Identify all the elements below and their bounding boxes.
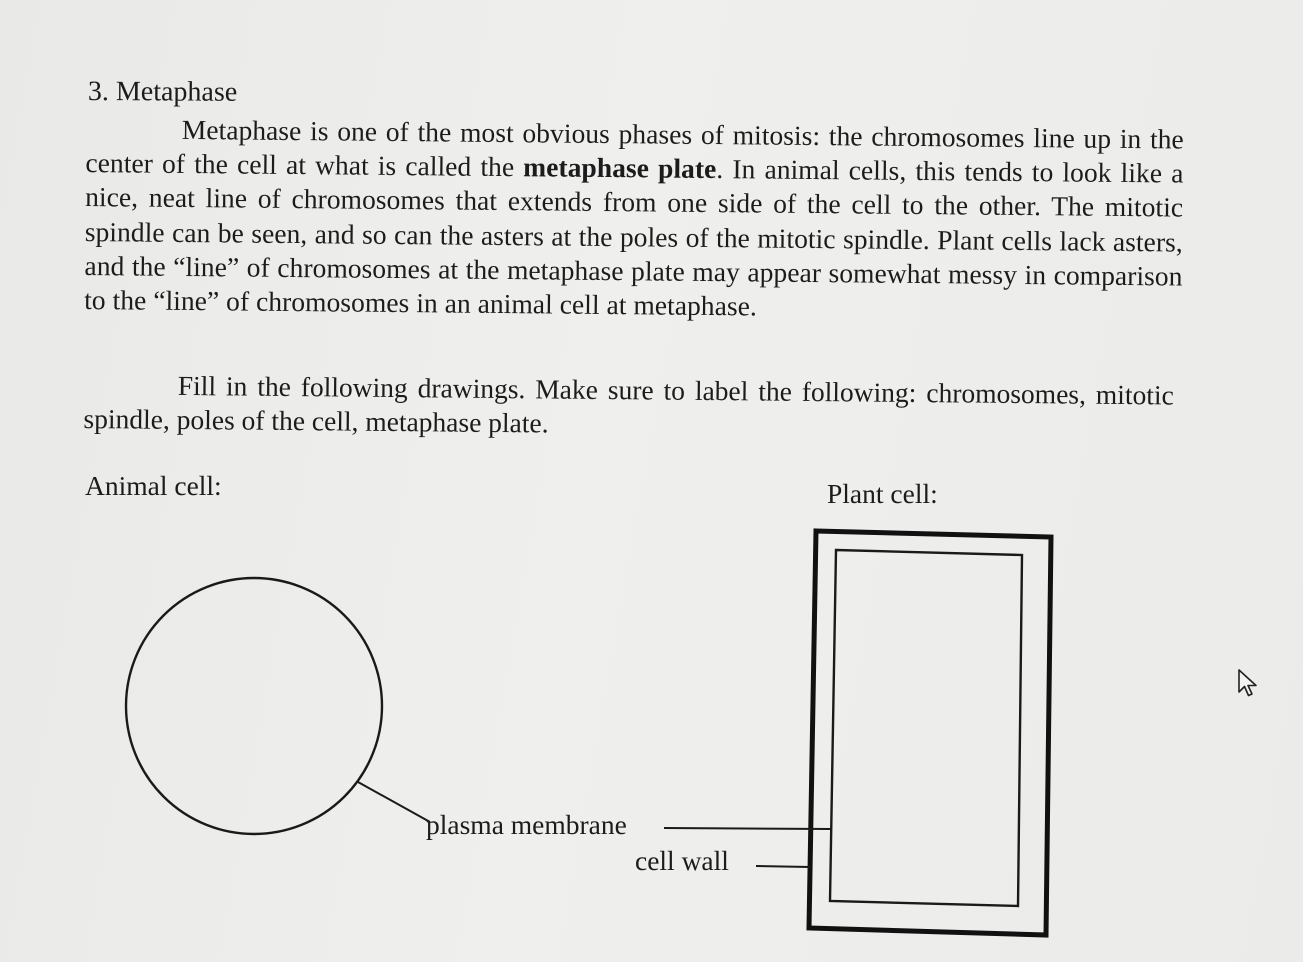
drawing-instructions: [83, 368, 1174, 447]
plasma-membrane-label: plasma membrane: [426, 809, 627, 840]
animal-cell-label: Animal cell:: [85, 470, 222, 501]
plant-cell-wall-outline[interactable]: [809, 531, 1051, 935]
cell-wall-pointer-line: [756, 866, 810, 867]
plant-cell-label: Plant cell:: [827, 478, 938, 509]
plasma-membrane-pointer-line: [664, 828, 831, 829]
plasma-membrane-leader-line: [358, 782, 430, 822]
description-part-2: . In animal cells, this tends to look like a nice, neat line of chromosomes that extends from one side of the cell to the other. The mitotic spindle can be seen, and so can the asters at the poles of the mitotic spindle. Plant cells lack asters, and the “line” of chromosomes at the metaphase plate may appear somewhat messy in comparison to the “line” of chromosomes in an animal cell at metaphase.: [84, 153, 1184, 322]
metaphase-plate-term: metaphase plate: [523, 151, 717, 185]
mouse-pointer-icon: [1236, 668, 1260, 698]
metaphase-description: [84, 112, 1184, 328]
animal-cell-circle[interactable]: [126, 578, 382, 834]
section-heading: 3. Metaphase: [87, 76, 238, 108]
description-part-1: Metaphase is one of the most obvious phases of mitosis: the chromosomes line up in the center of the cell at what is called the: [85, 113, 1184, 183]
instructions-text: Fill in the following drawings. Make sure to label the following: chromosomes, mitotic spindle, poles of the cell, metaphase plate.: [83, 369, 1174, 439]
cell-wall-label: cell wall: [635, 845, 729, 876]
plant-cell-membrane-outline[interactable]: [830, 550, 1022, 906]
